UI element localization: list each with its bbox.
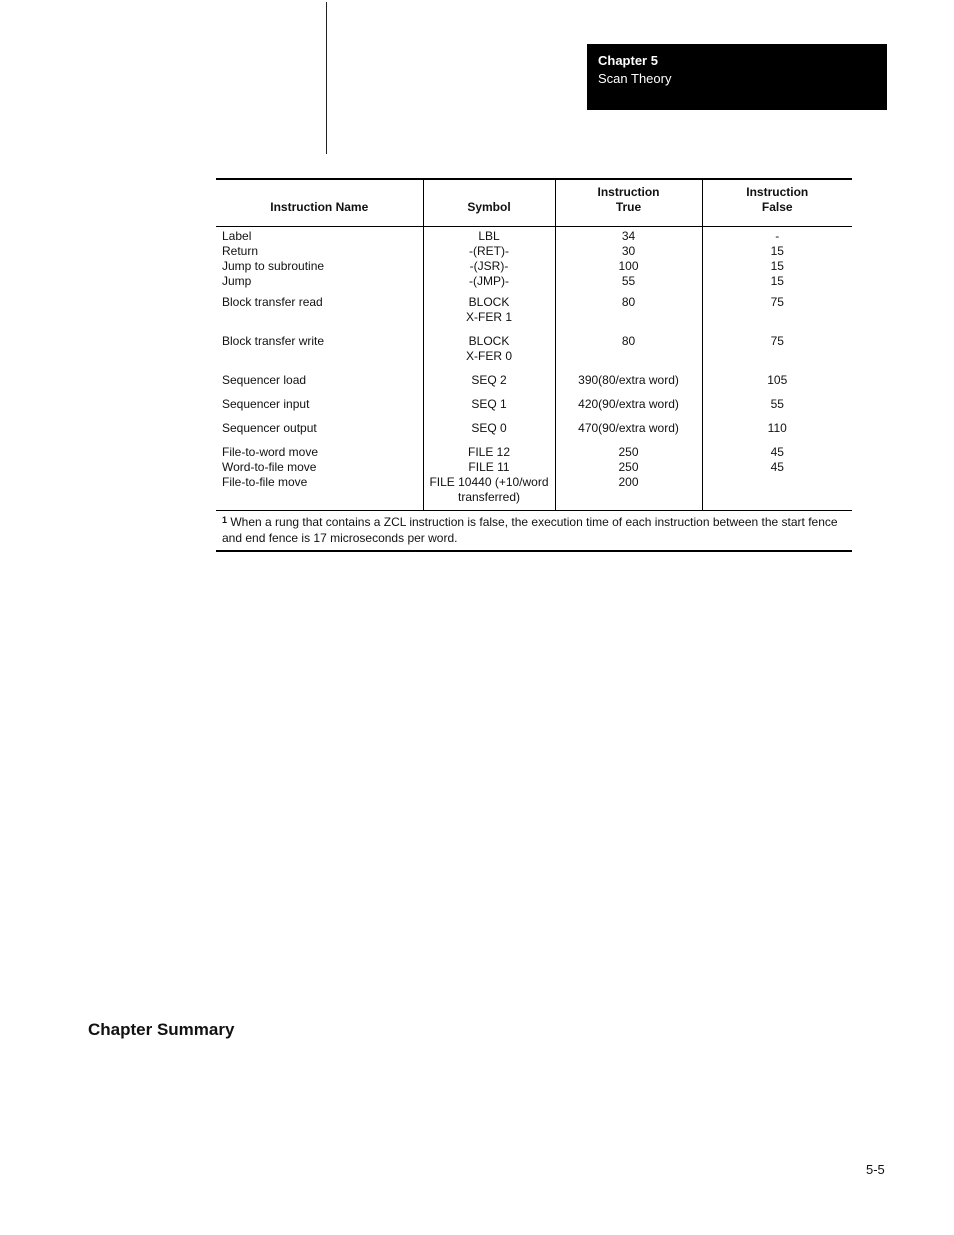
table-row	[216, 460, 852, 475]
instruction-true: 390(80/extra word)	[555, 373, 702, 397]
instruction-symbol: FILE 12	[423, 445, 555, 460]
column-header-true: Instruction True	[555, 179, 702, 226]
instruction-true: 250	[555, 445, 702, 460]
instruction-symbol: LBL	[423, 226, 555, 244]
instruction-name: Block transfer write	[222, 333, 325, 348]
instruction-name: Word-to-file move	[222, 459, 317, 474]
instruction-name: Sequencer output	[222, 420, 317, 435]
instruction-name: File-to-word move	[222, 444, 319, 459]
column-header-false: Instruction False	[702, 179, 852, 226]
chapter-header	[587, 44, 887, 110]
instruction-symbol: SEQ 2	[423, 373, 555, 397]
instruction-false: 15	[702, 274, 852, 295]
instruction-true: 100	[555, 259, 702, 274]
table-row	[216, 274, 852, 295]
instruction-false: 15	[702, 244, 852, 259]
column-header-name: Instruction Name	[216, 179, 423, 226]
instruction-name: Label	[222, 228, 252, 243]
column-header-symbol: Symbol	[423, 179, 555, 226]
instruction-true: 200	[555, 475, 702, 511]
section-heading: Chapter Summary	[88, 1020, 235, 1039]
instruction-true: 80	[555, 295, 702, 334]
instruction-false: 75	[702, 295, 852, 334]
instruction-true: 420(90/extra word)	[555, 397, 702, 421]
instruction-symbol: BLOCK X-FER 0	[423, 334, 555, 373]
footnote-text: When a rung that contains a ZCL instruction is false, the execution time of each instruction between the start fence and end fence is 17 microseconds per word.	[222, 514, 838, 545]
instruction-symbol: BLOCK X-FER 1	[423, 295, 555, 334]
footnote-marker: 1	[222, 514, 228, 525]
instruction-false: 45	[702, 460, 852, 475]
instruction-symbol: SEQ 0	[423, 421, 555, 445]
instruction-false: 55	[702, 397, 852, 421]
instruction-name: Sequencer input	[222, 396, 310, 411]
instruction-name: File-to-file move	[222, 474, 308, 489]
chapter-number: Chapter 5	[598, 53, 658, 68]
table-row	[216, 397, 852, 421]
instruction-false	[702, 475, 852, 511]
instruction-false: 45	[702, 445, 852, 460]
instruction-symbol: FILE 11	[423, 460, 555, 475]
instruction-false: 110	[702, 421, 852, 445]
instruction-timing-table	[216, 178, 852, 552]
chapter-title: Scan Theory	[598, 71, 672, 86]
table-row	[216, 244, 852, 259]
instruction-true: 55	[555, 274, 702, 295]
instruction-name: Sequencer load	[222, 372, 307, 387]
instruction-name: Return	[222, 243, 259, 258]
margin-rule	[326, 2, 327, 154]
instruction-true: 470(90/extra word)	[555, 421, 702, 445]
instruction-true: 34	[555, 226, 702, 244]
instruction-symbol: -(JMP)-	[423, 274, 555, 295]
instruction-symbol: -(JSR)-	[423, 259, 555, 274]
table-row	[216, 226, 852, 244]
instruction-false: -	[702, 226, 852, 244]
instruction-symbol: SEQ 1	[423, 397, 555, 421]
page-number: 5-5	[866, 1162, 885, 1177]
instruction-symbol: FILE 10440 (+10/word transferred)	[423, 475, 555, 511]
instruction-name: Block transfer read	[222, 294, 323, 309]
table-row	[216, 334, 852, 373]
table-row	[216, 259, 852, 274]
instruction-symbol: -(RET)-	[423, 244, 555, 259]
instruction-false: 105	[702, 373, 852, 397]
instruction-name: Jump	[222, 273, 252, 288]
instruction-true: 80	[555, 334, 702, 373]
instruction-true: 30	[555, 244, 702, 259]
instruction-name: Jump to subroutine	[222, 258, 325, 273]
table-row	[216, 445, 852, 460]
table-header-row	[216, 179, 852, 226]
instruction-true: 250	[555, 460, 702, 475]
table-row	[216, 295, 852, 334]
table-row	[216, 373, 852, 397]
table-row	[216, 475, 852, 511]
instruction-false: 15	[702, 259, 852, 274]
table-footnote	[216, 510, 852, 551]
table-footnote-row	[216, 510, 852, 551]
table-row	[216, 421, 852, 445]
instruction-false: 75	[702, 334, 852, 373]
